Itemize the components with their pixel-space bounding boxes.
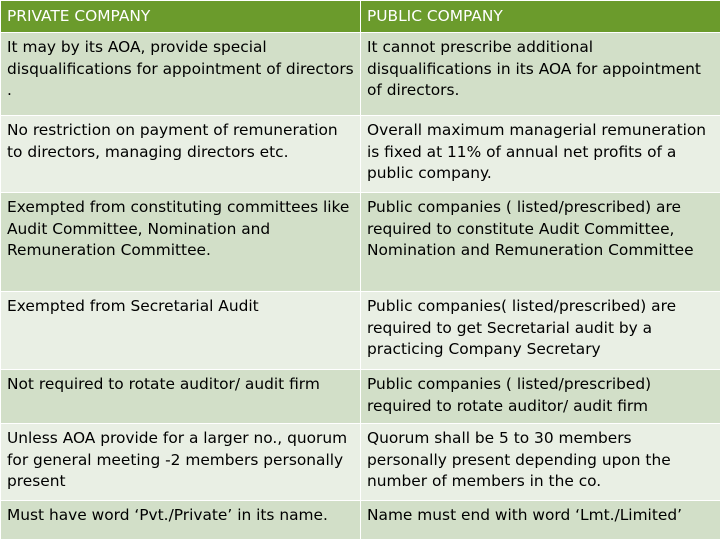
- table-row: [1, 33, 720, 116]
- header-private-company: PRIVATE COMPANY: [1, 1, 361, 33]
- private-cell: Exempted from constituting committees like Audit Committee, Nomination and Remuneration Committee.: [1, 193, 361, 292]
- public-cell: Overall maximum managerial remuneration is fixed at 11% of annual net profits of a public company.: [361, 116, 720, 193]
- table-row: [1, 370, 720, 424]
- table-row: [1, 501, 720, 540]
- private-cell: Must have word ‘Pvt./Private’ in its name.: [1, 501, 361, 540]
- table-row: [1, 292, 720, 370]
- private-cell: Exempted from Secretarial Audit: [1, 292, 361, 370]
- public-cell: Quorum shall be 5 to 30 members personally present depending upon the number of members in the co.: [361, 424, 720, 501]
- public-cell: Public companies ( listed/prescribed) required to rotate auditor/ audit firm: [361, 370, 720, 424]
- header-row: [1, 1, 720, 33]
- private-cell: Unless AOA provide for a larger no., quorum for general meeting -2 members personally present: [1, 424, 361, 501]
- table-row: [1, 116, 720, 193]
- private-cell: No restriction on payment of remuneration to directors, managing directors etc.: [1, 116, 361, 193]
- public-cell: It cannot prescribe additional disqualifications in its AOA for appointment of directors.: [361, 33, 720, 116]
- private-cell: It may by its AOA, provide special disqualifications for appointment of directors .: [1, 33, 361, 116]
- public-cell: Public companies ( listed/prescribed) are required to constitute Audit Committee, Nomination and Remuneration Committee: [361, 193, 720, 292]
- public-cell: Public companies( listed/prescribed) are required to get Secretarial audit by a practicing Company Secretary: [361, 292, 720, 370]
- header-public-company: PUBLIC COMPANY: [361, 1, 720, 33]
- private-cell: Not required to rotate auditor/ audit firm: [1, 370, 361, 424]
- public-cell: Name must end with word ‘Lmt./Limited’: [361, 501, 720, 540]
- table-row: [1, 424, 720, 501]
- table-row: [1, 193, 720, 292]
